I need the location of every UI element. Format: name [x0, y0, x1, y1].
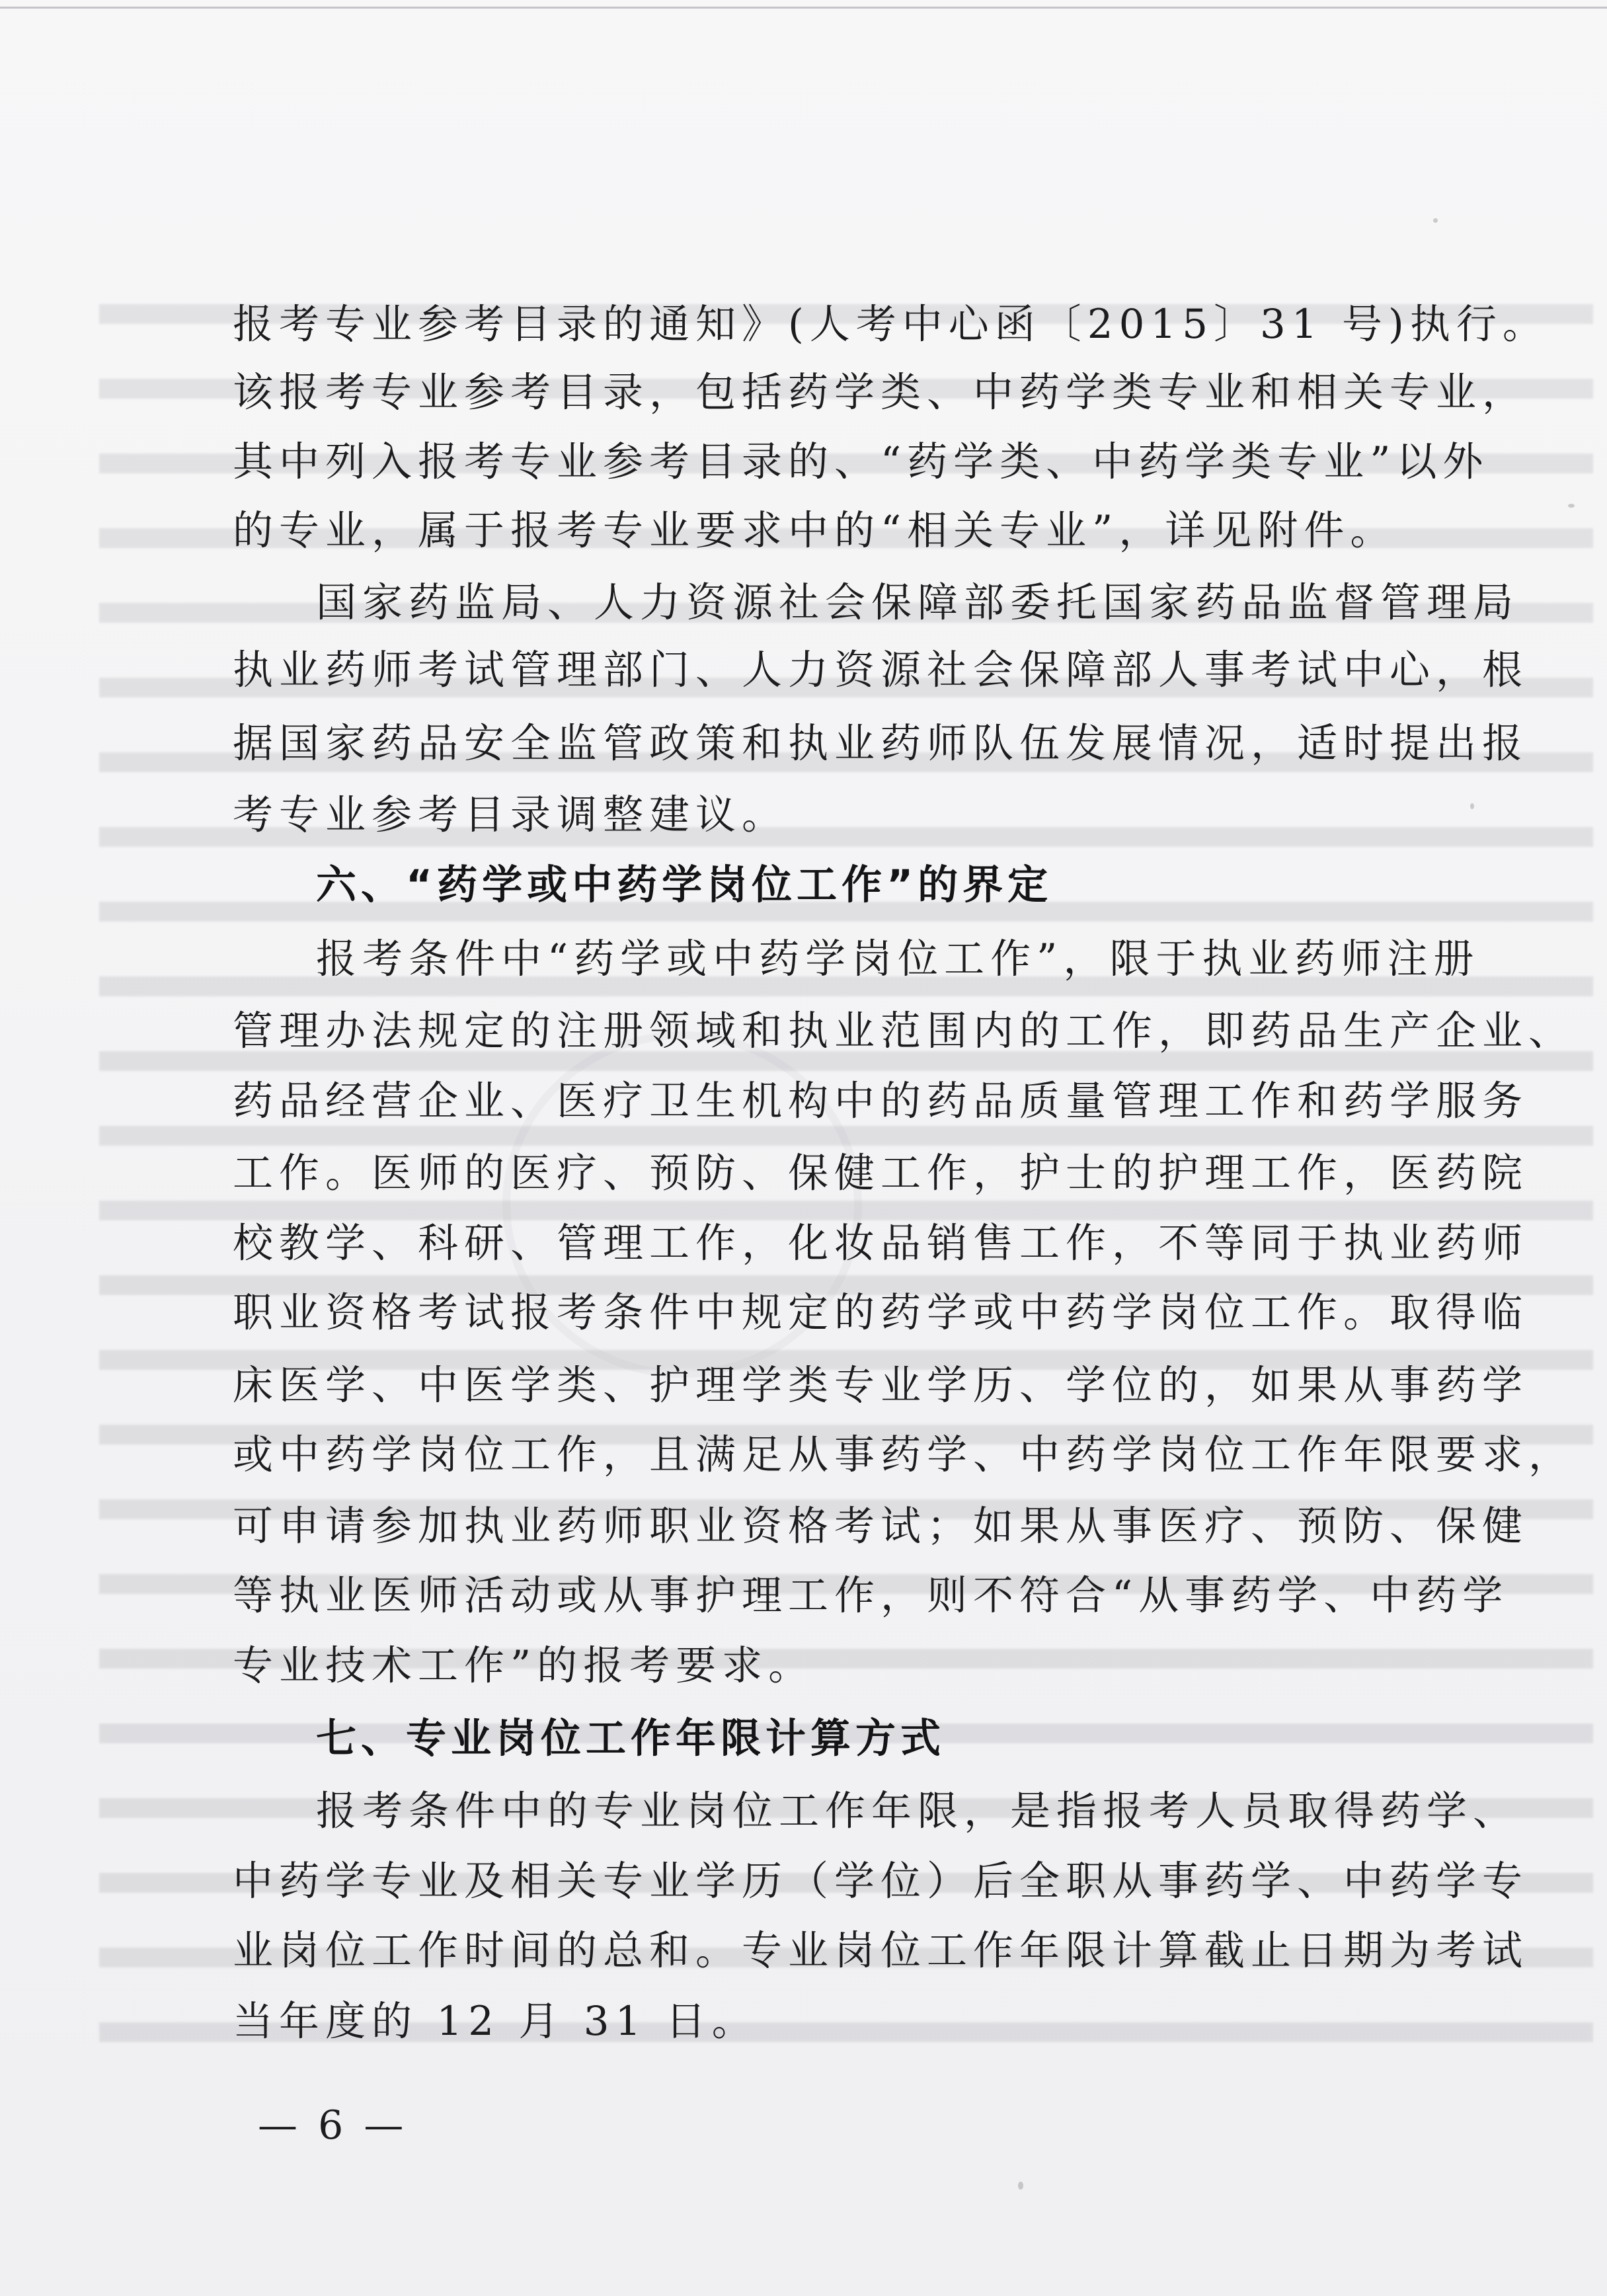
body-line: 或中药学岗位工作，且满足从事药学、中药学岗位工作年限要求， [233, 1431, 1575, 1478]
body-line: 执业药师考试管理部门、人力资源社会保障部人事考试中心，根 [233, 647, 1529, 693]
body-line: 职业资格考试报考条件中规定的药学或中药学岗位工作。取得临 [233, 1289, 1529, 1336]
body-line: 考专业参考目录调整建议。 [233, 791, 789, 838]
body-line: 可申请参加执业药师职业资格考试；如果从事医疗、预防、保健 [233, 1503, 1529, 1550]
body-line: 报考条件中“药学或中药学岗位工作”，限于执业药师注册 [316, 935, 1480, 982]
section-heading-7: 七、专业岗位工作年限计算方式 [316, 1715, 946, 1762]
body-line: 工作。医师的医疗、预防、保健工作，护士的护理工作，医药院 [233, 1150, 1529, 1197]
body-line: 等执业医师活动或从事护理工作，则不符合“从事药学、中药学 [233, 1572, 1509, 1619]
body-line: 管理办法规定的注册领域和执业范围内的工作，即药品生产企业、 [233, 1008, 1575, 1054]
body-line: 中药学专业及相关专业学历（学位）后全职从事药学、中药学专 [233, 1858, 1529, 1905]
section-heading-6: 六、“药学或中药学岗位工作”的界定 [316, 861, 1053, 908]
body-line: 其中列入报考专业参考目录的、“药学类、中药学类专业”以外 [233, 438, 1489, 485]
body-line: 专业技术工作”的报考要求。 [233, 1642, 815, 1689]
body-line: 校教学、科研、管理工作，化妆品销售工作，不等同于执业药师 [233, 1220, 1529, 1267]
body-line: 报考专业参考目录的通知》(人考中心函〔2015〕31 号)执行。 [233, 301, 1549, 348]
body-line: 报考条件中的专业岗位工作年限，是指报考人员取得药学、 [316, 1788, 1520, 1835]
body-line: 药品经营企业、医疗卫生机构中的药品质量管理工作和药学服务 [233, 1078, 1529, 1125]
body-line: 床医学、中医学类、护理学类专业学历、学位的，如果从事药学 [233, 1362, 1529, 1409]
body-line: 该报考专业参考目录，包括药学类、中药学类专业和相关专业， [233, 369, 1529, 416]
body-line: 的专业，属于报考专业要求中的“相关专业”，详见附件。 [233, 507, 1397, 554]
body-line: 国家药监局、人力资源社会保障部委托国家药品监督管理局 [316, 579, 1520, 626]
body-line: 当年度的 12 月 31 日。 [233, 1998, 758, 2045]
body-line: 业岗位工作时间的总和。专业岗位工作年限计算截止日期为考试 [233, 1927, 1529, 1974]
page-number: — 6 — [258, 2102, 408, 2149]
body-line: 据国家药品安全监管政策和执业药师队伍发展情况，适时提出报 [233, 720, 1529, 767]
